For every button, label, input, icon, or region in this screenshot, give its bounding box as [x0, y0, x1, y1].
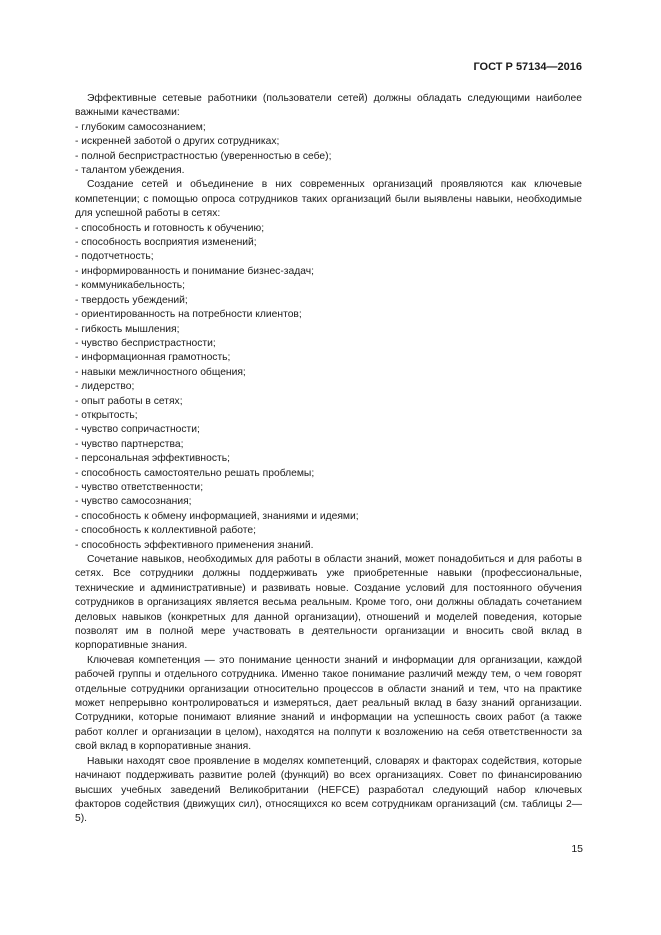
- list-item: - талантом убеждения.: [75, 164, 582, 178]
- list-item: - способность к коллективной работе;: [75, 524, 582, 538]
- key-competence-paragraph: Ключевая компетенция — это понимание ценности знаний и информации для организации, каждой рабочей группы и отдельного сотрудника. Именно такое понимание различий между тем, о чем говорят отдельные сотрудники организации относительно процессов в области знаний и тем, что на практике может непрерывно контролироваться и измеряться, дает реальный вклад в базу знаний организации. Сотрудники, которые понимают влияние знаний и информации на успешность своих работ (а также работ коллег и организации в целом), находятся на полпути к возложению на себя ответственности за свой вклад в корпоративные знания.: [75, 654, 582, 753]
- list-item: - способность восприятия изменений;: [75, 236, 582, 250]
- list-item: - персональная эффективность;: [75, 452, 582, 466]
- list-item: - коммуникабельность;: [75, 279, 582, 293]
- list-item: - гибкость мышления;: [75, 323, 582, 337]
- list-item: - полной беспристрастностью (уверенностью в себе);: [75, 150, 582, 164]
- list-item: - твердость убеждений;: [75, 294, 582, 308]
- list-item: - чувство ответственности;: [75, 481, 582, 495]
- list-item: - информационная грамотность;: [75, 351, 582, 365]
- list-item: - чувство партнерства;: [75, 438, 582, 452]
- page-number: 15: [571, 843, 583, 855]
- list-item: - открытость;: [75, 409, 582, 423]
- networks-paragraph: Создание сетей и объединение в них современных организаций проявляются как ключевые компетенции; с помощью опроса сотрудников таких организаций были выявлены навыки, необходимые для успешной работы в сетях:: [75, 179, 582, 220]
- list-item: - способность к обмену информацией, знаниями и идеями;: [75, 510, 582, 524]
- document-header: ГОСТ Р 57134—2016: [473, 61, 582, 73]
- skills-combination-paragraph: Сочетание навыков, необходимых для работы в области знаний, может понадобиться и для работы в сетях. Все сотрудники должны поддерживать уже приобретенные навыки (профессиональные, технические и административные) и развивать новые. Создание условий для постоянного обучения сотрудников в организациях является весьма реальным. Кроме того, они должны обладать сочетанием деловых навыков (конкретных для данной организации), отношений и моделей поведения, которые позволят им в полной мере участвовать в деятельности организации и вносить свой вклад в корпоративные знания.: [75, 554, 582, 652]
- list-item: - способность и готовность к обучению;: [75, 222, 582, 236]
- list-item: - навыки межличностного общения;: [75, 366, 582, 380]
- skills-list: [75, 222, 582, 553]
- list-item: - опыт работы в сетях;: [75, 395, 582, 409]
- competence-models-paragraph: Навыки находят свое проявление в моделях компетенций, словарях и факторах содействия, которые начинают поддерживать развитие ролей (функций) во всех организациях. Совет по финансированию высших учебных заведений Великобритании (HEFCE) разработал следующий набор ключевых факторов содействия (движущих сил), относящихся ко всем сотрудникам организаций (см. таблицы 2—5).: [75, 755, 582, 825]
- list-item: - чувство самосознания;: [75, 495, 582, 509]
- list-item: - лидерство;: [75, 380, 582, 394]
- list-item: - ориентированность на потребности клиентов;: [75, 308, 582, 322]
- list-item: - чувство сопричастности;: [75, 423, 582, 437]
- qualities-list: [75, 121, 582, 179]
- list-item: - подотчетность;: [75, 250, 582, 264]
- list-item: - глубоким самосознанием;: [75, 121, 582, 135]
- list-item: - способность эффективного применения знаний.: [75, 539, 582, 553]
- list-item: - информированность и понимание бизнес-задач;: [75, 265, 582, 279]
- list-item: - чувство беспристрастности;: [75, 337, 582, 351]
- intro-paragraph: Эффективные сетевые работники (пользователи сетей) должны обладать следующими наиболее важными качествами:: [75, 93, 582, 119]
- list-item: - искренней заботой о других сотрудниках;: [75, 135, 582, 149]
- list-item: - способность самостоятельно решать проблемы;: [75, 467, 582, 481]
- page-body: [75, 92, 582, 827]
